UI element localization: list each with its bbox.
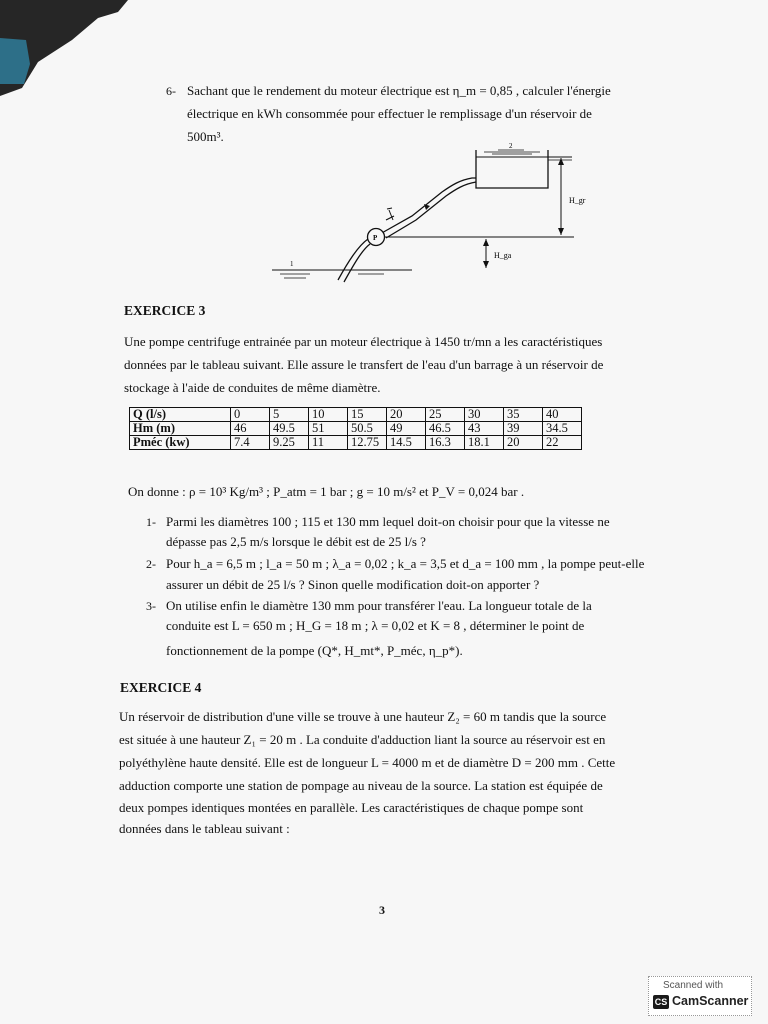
hgr-label: H_gr <box>569 196 586 205</box>
table-cell: 49.5 <box>270 422 309 436</box>
table-cell: 12.75 <box>348 436 387 450</box>
ex3-q2-line-1: Pour h_a = 6,5 m ; l_a = 50 m ; λ_a = 0,02 ; k_a = 3,5 et d_a = 100 mm , la pompe peut-elle <box>166 556 645 571</box>
page-number: 3 <box>379 903 385 917</box>
ex4-line-1: Un réservoir de distribution d'une ville se trouve à une hauteur Z₂ = 60 m tandis que la source <box>119 709 607 724</box>
source-label: 1 <box>290 260 294 268</box>
valve-icon <box>386 208 394 220</box>
ex3-q3-line-2: conduite est L = 650 m ; H_G = 18 m ; λ = 0,02 et K = 8 , déterminer le point de <box>166 618 585 633</box>
pumping-diagram <box>262 140 592 285</box>
q6-line-3: 500m³. <box>187 129 224 144</box>
ex3-q3-line-1: On utilise enfin le diamètre 130 mm pour transférer l'eau. La longueur totale de la <box>166 598 592 613</box>
table-cell: 40 <box>543 408 582 422</box>
table-row <box>130 422 582 436</box>
table-cell: 9.25 <box>270 436 309 450</box>
ex3-intro-3: stockage à l'aide de conduites de même diamètre. <box>124 380 381 395</box>
exercice-3-title: EXERCICE 3 <box>124 303 206 318</box>
scan-shadow-corner <box>0 0 150 110</box>
table-cell: 16.3 <box>426 436 465 450</box>
table-cell: 22 <box>543 436 582 450</box>
ex3-q1-line-2: dépasse pas 2,5 m/s lorsque le débit est de 25 l/s ? <box>166 534 426 549</box>
watermark-caption: Scanned with <box>663 980 724 991</box>
ex3-q3-number: 3- <box>146 599 156 613</box>
camscanner-watermark <box>648 976 752 1016</box>
camscanner-logo-icon: CS <box>654 997 668 1007</box>
table-cell: 15 <box>348 408 387 422</box>
pump-label: P <box>373 234 378 242</box>
pump-characteristics-table <box>129 407 582 450</box>
q6-line-2: électrique en kWh consommée pour effectuer le remplissage d'un réservoir de <box>187 106 592 121</box>
table-cell: 11 <box>309 436 348 450</box>
table-cell: 35 <box>504 408 543 422</box>
ex3-q3-line-3: fonctionnement de la pompe (Q*, H_mt*, P_méc, η_p*). <box>166 643 463 658</box>
hga-label: H_ga <box>494 251 512 260</box>
row-header: Q (l/s) <box>130 408 231 422</box>
ex4-line-5: deux pompes identiques montées en parallèle. Les caractéristiques de chaque pompe sont <box>119 800 584 815</box>
table-cell: 46.5 <box>426 422 465 436</box>
table-cell: 49 <box>387 422 426 436</box>
q6-number: 6- <box>166 84 176 98</box>
table-cell: 10 <box>309 408 348 422</box>
table-cell: 43 <box>465 422 504 436</box>
table-cell: 34.5 <box>543 422 582 436</box>
ex3-q1-number: 1- <box>146 515 156 529</box>
row-header: Hm (m) <box>130 422 231 436</box>
ex4-line-6: données dans le tableau suivant : <box>119 821 290 836</box>
row-header: Pméc (kw) <box>130 436 231 450</box>
ex3-given-data: On donne : ρ = 10³ Kg/m³ ; P_atm = 1 bar ; g = 10 m/s² et P_V = 0,024 bar . <box>128 484 525 499</box>
ex4-line-4: adduction comporte une station de pompage au niveau de la source. La station est équipée de <box>119 778 603 793</box>
ex3-q2-line-2: assurer un débit de 25 l/s ? Sinon quelle modification doit-on apporter ? <box>166 577 540 592</box>
table-cell: 14.5 <box>387 436 426 450</box>
ex3-intro-1: Une pompe centrifuge entrainée par un moteur électrique à 1450 tr/mn a les caractéristiques <box>124 334 603 349</box>
ex3-intro-2: données par le tableau suivant. Elle assure le transfert de l'eau d'un barrage à un réservoir de <box>124 357 604 372</box>
table-cell: 51 <box>309 422 348 436</box>
table-cell: 20 <box>387 408 426 422</box>
table-cell: 7.4 <box>231 436 270 450</box>
table-row <box>130 408 582 422</box>
table-cell: 30 <box>465 408 504 422</box>
table-cell: 50.5 <box>348 422 387 436</box>
exercice-4-title: EXERCICE 4 <box>120 680 202 695</box>
ex4-line-3: polyéthylène haute densité. Elle est de longueur L = 4000 m et de diamètre D = 200 mm . Cette <box>119 755 616 770</box>
table-cell: 25 <box>426 408 465 422</box>
table-row <box>130 436 582 450</box>
ex4-line-2: est située à une hauteur Z₁ = 20 m . La conduite d'adduction liant la source au réservoir est en <box>119 732 606 747</box>
table-cell: 18.1 <box>465 436 504 450</box>
table-cell: 20 <box>504 436 543 450</box>
q6-line-1: Sachant que le rendement du moteur électrique est η_m = 0,85 , calculer l'énergie <box>187 83 611 98</box>
table-cell: 0 <box>231 408 270 422</box>
table-cell: 39 <box>504 422 543 436</box>
table-cell: 46 <box>231 422 270 436</box>
ex3-q2-number: 2- <box>146 557 156 571</box>
watermark-brand: CamScanner <box>672 994 749 1008</box>
upper-reservoir <box>476 150 572 188</box>
table-cell: 5 <box>270 408 309 422</box>
reservoir-label: 2 <box>509 142 513 150</box>
ex3-q1-line-1: Parmi les diamètres 100 ; 115 et 130 mm lequel doit-on choisir pour que la vitesse ne <box>166 514 610 529</box>
